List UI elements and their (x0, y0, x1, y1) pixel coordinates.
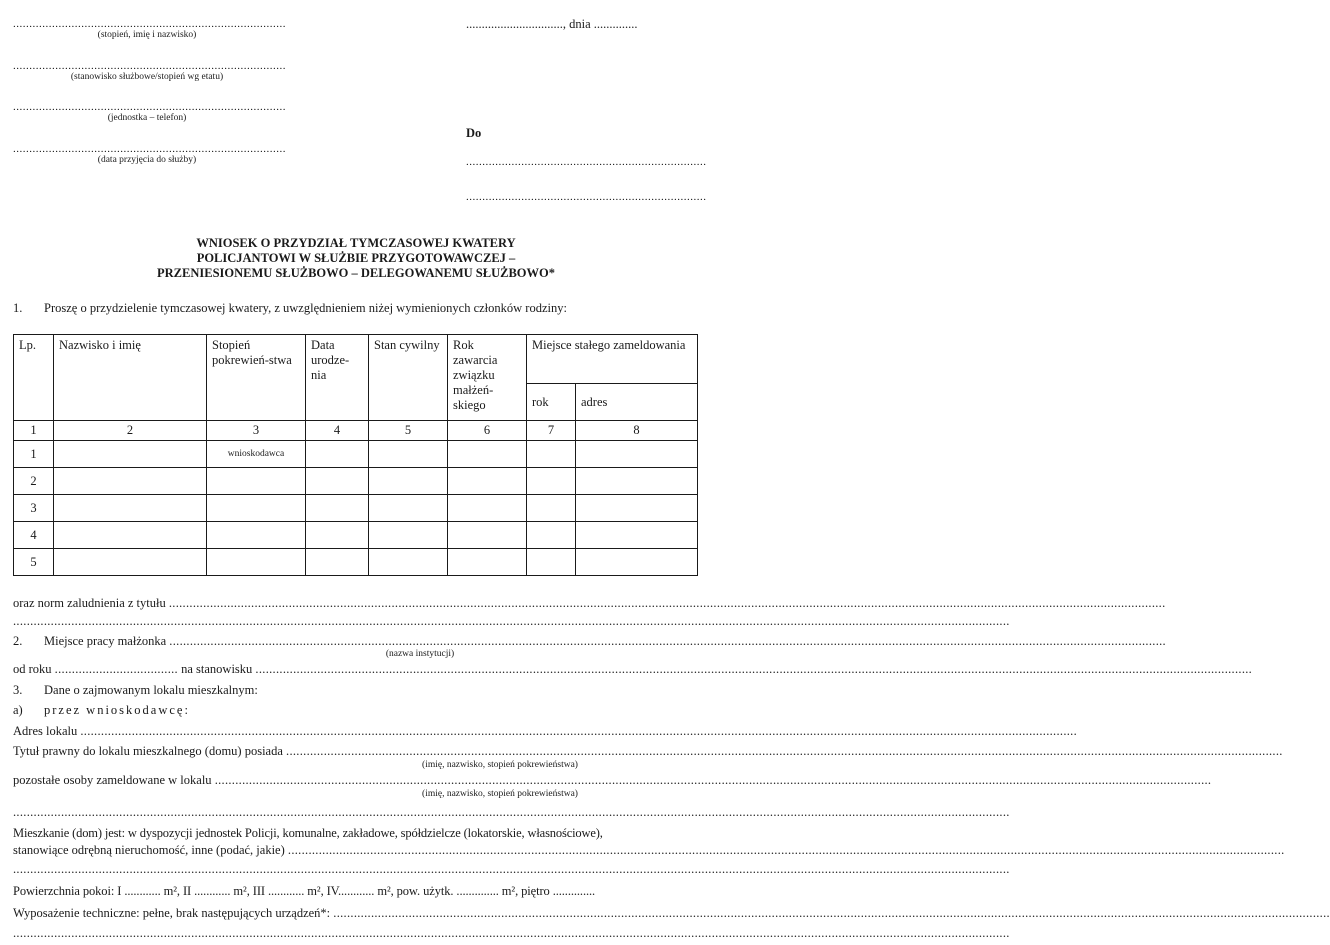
addressee-label: Do (466, 126, 482, 140)
area-field[interactable]: Powierzchnia pokoi: I ............ m², II ............ m², III ............ m², IV............ m², pow. użytk. .............. m², piętro .............. (13, 884, 596, 898)
cell-year[interactable] (527, 522, 576, 549)
name-caption-2: (imię, nazwisko, stopień pokrewieństwa) (422, 789, 578, 799)
row-lp: 1 (14, 441, 54, 468)
col-number: 7 (527, 421, 576, 441)
cell-marriage-year[interactable] (448, 495, 527, 522)
table-row (14, 495, 698, 522)
cell-civil-status[interactable] (369, 441, 448, 468)
address-fill: ................................................................................................................................................................................................................................................................................................... (80, 724, 1078, 738)
table-row (14, 549, 698, 576)
cell-marriage-year[interactable] (448, 441, 527, 468)
from-year-field[interactable] (13, 662, 1253, 677)
row-lp: 3 (14, 495, 54, 522)
col-number: 4 (306, 421, 369, 441)
other-residents-field[interactable] (13, 773, 1212, 788)
section-1-number: 1. (13, 301, 23, 315)
row-lp: 4 (14, 522, 54, 549)
flat-status-line-1: Mieszkanie (dom) jest: w dyspozycji jednostek Policji, komunalne, zakładowe, spółdzielcze (lokatorskie, własnościowe), (13, 826, 603, 840)
from-year-dots: .................................... (54, 662, 178, 676)
addressee-line-1[interactable]: .......................................................................... (466, 156, 707, 168)
equipment-field[interactable] (13, 906, 1330, 921)
norms-label: oraz norm zaludnienia z tytułu (13, 596, 166, 610)
cell-civil-status[interactable] (369, 549, 448, 576)
field-position[interactable] (13, 60, 286, 82)
sub-a-text: przez wnioskodawcę: (44, 703, 190, 717)
section-3-text: Dane o zajmowanym lokalu mieszkalnym: (44, 683, 258, 697)
cell-birth-date[interactable] (306, 468, 369, 495)
section-3-number: 3. (13, 683, 23, 697)
blank-line[interactable]: ................................................................................................................................................................................................................................................................................................... (13, 862, 1010, 876)
cell-degree[interactable] (207, 468, 306, 495)
table-row (14, 468, 698, 495)
cell-birth-date[interactable] (306, 522, 369, 549)
header-address: adres (576, 384, 698, 421)
spouse-workplace-fill: ................................................................................................................................................................................................................................................................................................... (169, 634, 1166, 648)
address-field[interactable] (13, 724, 1078, 739)
col-number: 5 (369, 421, 448, 441)
header-birth-date: Data urodze-nia (306, 335, 369, 421)
cell-year[interactable] (527, 495, 576, 522)
cell-name[interactable] (54, 522, 207, 549)
cell-year[interactable] (527, 441, 576, 468)
cell-marriage-year[interactable] (448, 549, 527, 576)
legal-title-label: Tytuł prawny do lokalu mieszkalnego (domu) posiada (13, 744, 283, 758)
flat-status-field[interactable] (13, 843, 1285, 858)
cell-address[interactable] (576, 522, 698, 549)
cell-birth-date[interactable] (306, 441, 369, 468)
row-lp: 5 (14, 549, 54, 576)
cell-year[interactable] (527, 549, 576, 576)
col-number: 8 (576, 421, 698, 441)
other-residents-label: pozostałe osoby zameldowane w lokalu (13, 773, 212, 787)
header-year: rok (527, 384, 576, 421)
document-title (0, 236, 712, 281)
title-line-1: WNIOSEK O PRZYDZIAŁ TYMCZASOWEJ KWATERY (196, 236, 516, 250)
cell-name[interactable] (54, 495, 207, 522)
field-unit-phone-line: .................................................................................... (13, 101, 286, 113)
cell-degree[interactable] (207, 495, 306, 522)
sub-a-letter: a) (13, 703, 23, 717)
cell-degree[interactable]: wnioskodawca (207, 441, 306, 468)
column-numbers-row (14, 421, 698, 441)
col-number: 1 (14, 421, 54, 441)
header-marriage-year: Rok zawarcia związku małżeń-skiego (448, 335, 527, 421)
header-civil-status: Stan cywilny (369, 335, 448, 421)
cell-civil-status[interactable] (369, 522, 448, 549)
cell-birth-date[interactable] (306, 549, 369, 576)
field-position-line: .................................................................................... (13, 60, 286, 72)
cell-birth-date[interactable] (306, 495, 369, 522)
header-degree: Stopień pokrewień-stwa (207, 335, 306, 421)
header-name: Nazwisko i imię (54, 335, 207, 421)
cell-address[interactable] (576, 495, 698, 522)
field-rank-name-caption: (stopień, imię i nazwisko) (97, 30, 197, 40)
addressee-line-2[interactable]: .......................................................................... (466, 191, 707, 203)
header-lp: Lp. (14, 335, 54, 421)
spouse-workplace-label: Miejsce pracy małżonka (44, 634, 167, 648)
cell-civil-status[interactable] (369, 468, 448, 495)
cell-year[interactable] (527, 468, 576, 495)
field-unit-phone[interactable] (13, 101, 286, 123)
equipment-fill: ................................................................................................................................................................................................................................................................................................... (333, 906, 1330, 920)
table-row (14, 522, 698, 549)
equipment-label: Wyposażenie techniczne: pełne, brak następujących urządzeń*: (13, 906, 331, 920)
title-line-3: PRZENIESIONEMU SŁUŻBOWO – DELEGOWANEMU SŁUŻBOWO* (157, 266, 555, 280)
cell-marriage-year[interactable] (448, 522, 527, 549)
institution-caption: (nazwa instytucji) (385, 649, 455, 659)
cell-name[interactable] (54, 549, 207, 576)
position-label: na stanowisku (181, 662, 253, 676)
other-residents-fill: ................................................................................................................................................................................................................................................................................................... (214, 773, 1212, 787)
cell-name[interactable] (54, 468, 207, 495)
title-line-2: POLICJANTOWI W SŁUŻBIE PRZYGOTOWAWCZEJ – (196, 251, 516, 265)
cell-degree[interactable] (207, 522, 306, 549)
flat-status-fill: ................................................................................................................................................................................................................................................................................................... (287, 843, 1285, 857)
cell-degree[interactable] (207, 549, 306, 576)
field-service-date[interactable] (13, 143, 286, 165)
col-number: 3 (207, 421, 306, 441)
field-position-caption: (stanowisko służbowe/stopień wg etatu) (70, 72, 224, 82)
spouse-workplace-field[interactable] (44, 634, 1166, 649)
cell-address[interactable] (576, 549, 698, 576)
table-row (14, 441, 698, 468)
legal-title-field[interactable] (13, 744, 1283, 759)
section-1-text: Proszę o przydzielenie tymczasowej kwatery, z uwzględnieniem niżej wymienionych członków rodziny: (44, 301, 567, 315)
field-rank-name-line: .................................................................................... (13, 18, 286, 30)
col-number: 6 (448, 421, 527, 441)
field-unit-phone-caption: (jednostka – telefon) (107, 113, 187, 123)
cell-address[interactable] (576, 468, 698, 495)
family-members-table (13, 334, 698, 576)
date-place-field[interactable]: ..............................., dnia .............. (466, 17, 638, 31)
field-rank-name[interactable] (13, 18, 286, 40)
from-year-label: od roku (13, 662, 52, 676)
norms-fill: ................................................................................................................................................................................................................................................................................................... (168, 596, 1166, 610)
field-service-date-caption: (data przyjęcia do służby) (97, 155, 197, 165)
position-fill: ................................................................................................................................................................................................................................................................................................... (255, 662, 1253, 676)
section-2-number: 2. (13, 634, 23, 648)
blank-line[interactable]: ................................................................................................................................................................................................................................................................................................... (13, 926, 1010, 940)
row-lp: 2 (14, 468, 54, 495)
norms-field[interactable] (13, 596, 1166, 611)
name-caption-1: (imię, nazwisko, stopień pokrewieństwa) (422, 760, 578, 770)
cell-marriage-year[interactable] (448, 468, 527, 495)
blank-line[interactable]: ................................................................................................................................................................................................................................................................................................... (13, 805, 1010, 819)
cell-civil-status[interactable] (369, 495, 448, 522)
col-number: 2 (54, 421, 207, 441)
blank-line[interactable]: ................................................................................................................................................................................................................................................................................................... (13, 614, 1010, 628)
address-label: Adres lokalu (13, 724, 78, 738)
header-residence: Miejsce stałego zameldowania (527, 335, 698, 384)
legal-title-fill: ................................................................................................................................................................................................................................................................................................... (286, 744, 1283, 758)
field-service-date-line: .................................................................................... (13, 143, 286, 155)
cell-address[interactable] (576, 441, 698, 468)
cell-name[interactable] (54, 441, 207, 468)
flat-status-line-2: stanowiące odrębną nieruchomość, inne (podać, jakie) (13, 843, 285, 857)
